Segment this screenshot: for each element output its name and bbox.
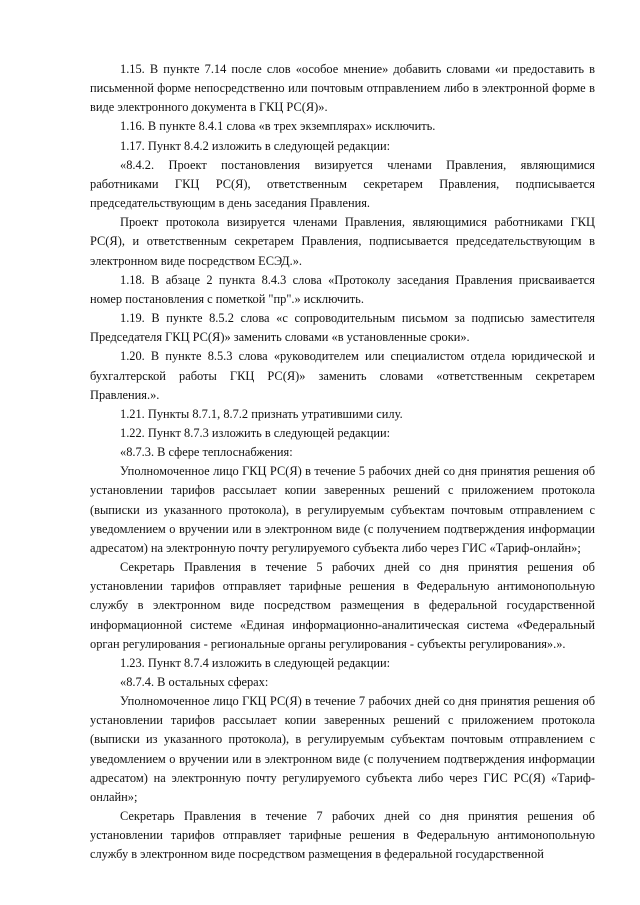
paragraph-other-secretary: Секретарь Правления в течение 7 рабочих дней со дня принятия решения об установлении тарифов отправляет тарифные решения в Федеральную антимонопольную службу в электронном виде посредством размещения в федеральной государственной xyxy=(90,809,595,862)
paragraph-1-21: 1.21. Пункты 8.7.1, 8.7.2 признать утратившими силу. xyxy=(120,406,403,421)
paragraph-other-authorized-person: Уполномоченное лицо ГКЦ РС(Я) в течение 7 рабочих дней со дня принятия решения об установлении тарифов рассылает копии заверенных решений с приложением протокола (выписки из указанного протокола), в регулируемым субъектам почтовым отправлением с уведомлением о вручении или в электронном виде (с получением подтверждения информации адресатом) на электронную почту регулируемого субъекта либо через ГИС РС(Я) «Тариф-онлайн»; xyxy=(90,694,595,804)
paragraph-8-7-3: «8.7.3. В сфере теплоснабжения: xyxy=(120,445,293,460)
paragraph-1-15: 1.15. В пункте 7.14 после слов «особое мнение» добавить словами «и предоставить в письменной форме непосредственно или почтовым отправлением либо в электронной форме в виде электронного документа в ГКЦ РС(Я)». xyxy=(90,62,595,115)
paragraph-1-18: 1.18. В абзаце 2 пункта 8.4.3 слова «Протоколу заседания Правления присваивается номер постановления с пометкой "пр".» исключить. xyxy=(90,272,595,306)
paragraph-heat-authorized-person: Уполномоченное лицо ГКЦ РС(Я) в течение 5 рабочих дней со дня принятия решения об установлении тарифов рассылает копии заверенных решений с приложением протокола (выписки из указанного протокола), в регулируемым субъектам почтовым отправлением с уведомлением о вручении или в электронном виде (с получением подтверждения информации адресатом) на электронную почту регулируемого субъекта либо через ГИС «Тариф-онлайн»; xyxy=(90,464,595,555)
paragraph-1-17: 1.17. Пункт 8.4.2 изложить в следующей редакции: xyxy=(120,138,391,153)
paragraph-1-19: 1.19. В пункте 8.5.2 слова «с сопроводительным письмом за подписью заместителя Председателя ГКЦ РС(Я)» заменить словами «в установленные сроки». xyxy=(90,311,595,345)
paragraph-1-16: 1.16. В пункте 8.4.1 слова «в трех экземплярах» исключить. xyxy=(120,119,436,134)
paragraph-8-7-4: «8.7.4. В остальных сферах: xyxy=(120,675,269,689)
paragraph-1-20: 1.20. В пункте 8.5.3 слова «руководителем или специалистом отдела юридической и бухгалтерской работы ГКЦ РС(Я)» заменить словами «ответственным секретарем Правления.». xyxy=(90,349,595,402)
paragraph-heat-secretary: Секретарь Правления в течение 5 рабочих дней со дня принятия решения об установлении тарифов отправляет тарифные решения в Федеральную антимонопольную службу в электронном виде посредством размещения в федеральной государственной информационной системе «Единая информационно-аналитическая система «Федеральный орган регулирования - региональные органы регулирования - субъекты регулирования».». xyxy=(90,560,595,651)
paragraph-8-4-2: «8.4.2. Проект постановления визируется членами Правления, являющимися работниками ГКЦ РС(Я), ответственным секретарем Правления, подписывается председательствующим в день заседания Правления. xyxy=(90,157,595,211)
document-page xyxy=(90,60,595,865)
paragraph-1-23: 1.23. Пункт 8.7.4 изложить в следующей редакции: xyxy=(120,655,391,670)
paragraph-protocol-visa: Проект протокола визируется членами Правления, являющимися работниками ГКЦ РС(Я), и ответственным секретарем Правления, подписывается председательствующим в электронном виде посредством ЕСЭД.». xyxy=(90,215,595,268)
paragraph-1-22: 1.22. Пункт 8.7.3 изложить в следующей редакции: xyxy=(120,425,391,440)
